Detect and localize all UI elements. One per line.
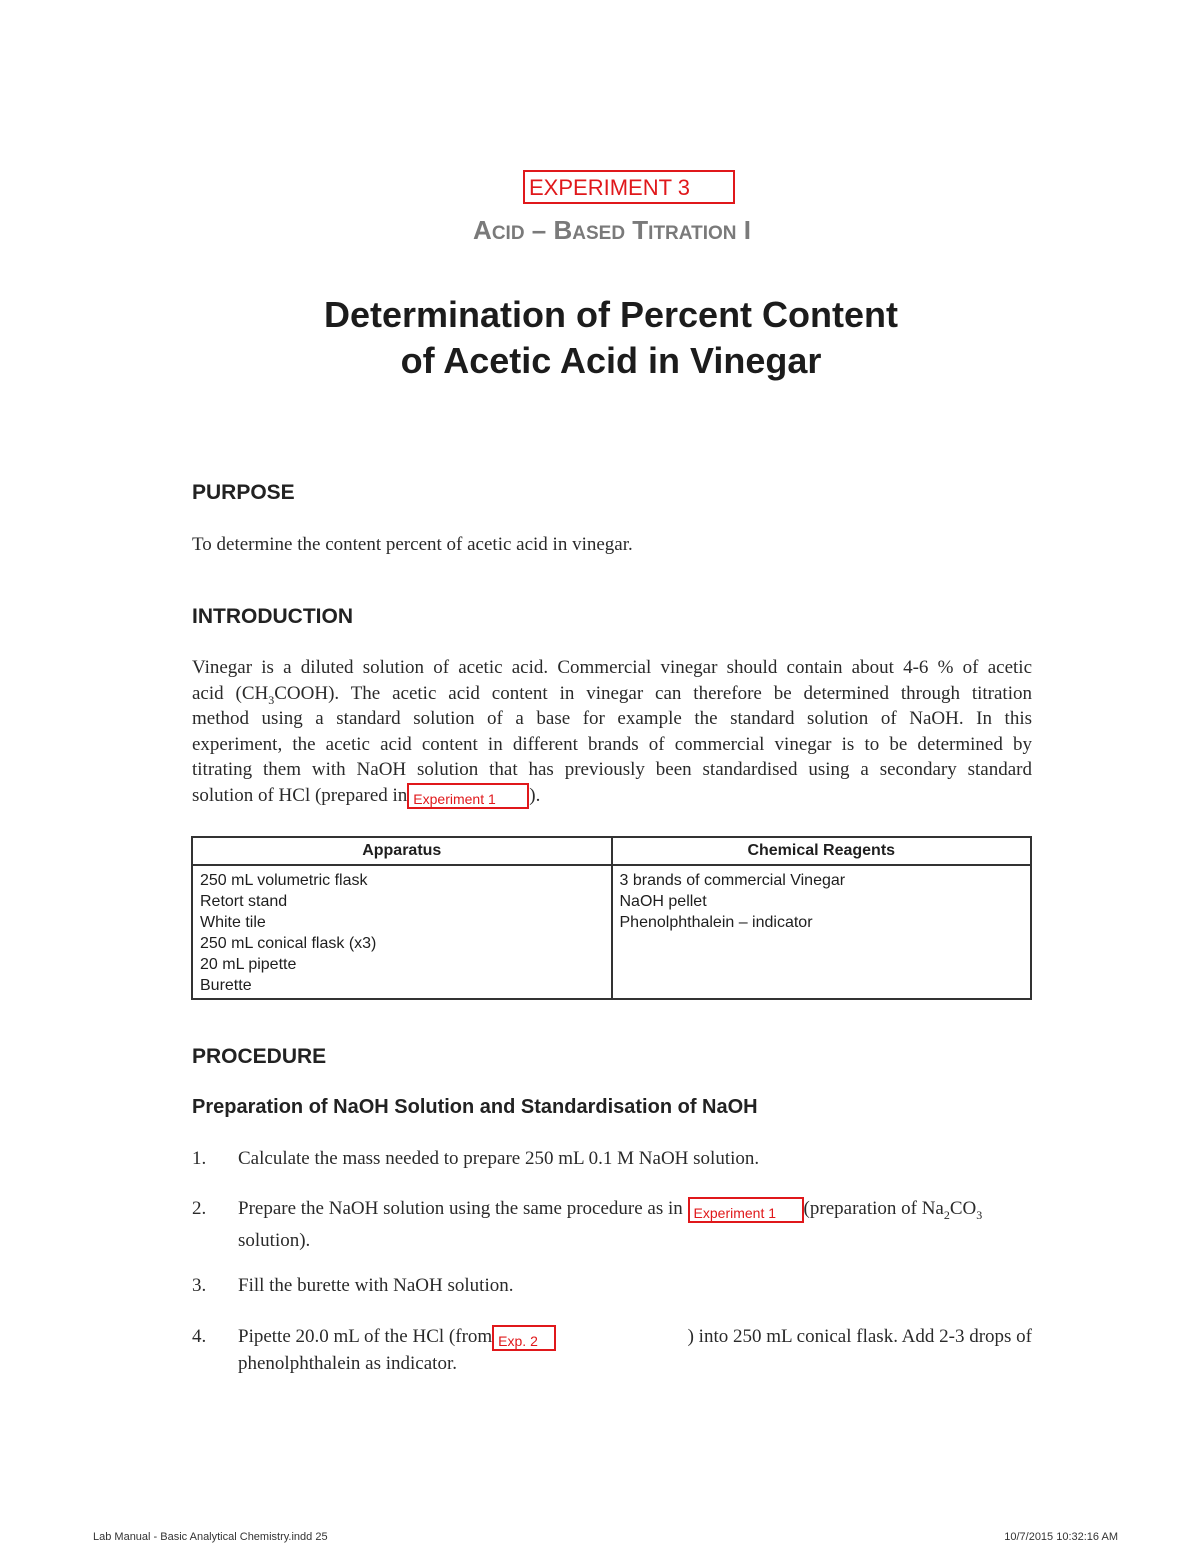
apparatus-item: Retort stand: [200, 893, 288, 910]
footer-timestamp: 10/7/2015 10:32:16 AM: [1004, 1531, 1118, 1543]
purpose-heading: PURPOSE: [192, 481, 295, 504]
intro-text: ).: [529, 784, 541, 806]
subscript: 3: [268, 692, 275, 707]
step-line: [238, 1324, 1032, 1351]
subtitle-part: –: [524, 215, 554, 245]
intro-text: solution of HCl (prepared in: [192, 784, 408, 806]
step-text: [238, 1324, 1032, 1376]
intro-line: [192, 681, 1032, 707]
table-row: [192, 865, 1031, 999]
reagents-header: Chemical Reagents: [612, 837, 1032, 865]
step-fragment: ) into 250 mL conical flask. Add 2-3 drops of: [687, 1326, 1032, 1347]
experiment-reference-box: Experiment 1: [688, 1197, 804, 1223]
title-line-1: Determination of Percent Content: [323, 294, 899, 335]
reagents-cell: [612, 865, 1032, 999]
intro-line: method using a standard solution of a base for example the standard solution of NaOH. In this: [192, 708, 1032, 729]
step-text: [238, 1196, 1032, 1254]
step-fragment: (preparation of Na: [803, 1198, 944, 1219]
reagent-item: Phenolphthalein – indicator: [619, 914, 813, 931]
intro-text: acid (CH: [192, 682, 269, 704]
experiment-number-box: EXPERIMENT 3: [523, 170, 735, 204]
subtitle-part: ITRATION: [648, 223, 737, 244]
step-segment: [238, 1324, 556, 1351]
step-number: 4.: [192, 1326, 207, 1347]
procedure-heading: PROCEDURE: [192, 1045, 327, 1068]
step-fragment: CO: [949, 1198, 977, 1219]
title-line-2: of Acetic Acid in Vinegar: [400, 340, 822, 381]
intro-line: Vinegar is a diluted solution of acetic acid. Commercial vinegar should contain about 4-6 % of acetic: [192, 657, 1032, 678]
reagent-item: 3 brands of commercial Vinegar: [619, 872, 846, 889]
step-line: [238, 1196, 1032, 1228]
table-header-row: [192, 837, 1031, 865]
apparatus-item: 20 mL pipette: [200, 956, 297, 973]
apparatus-cell: [192, 865, 612, 999]
step-fragment: Pipette 20.0 mL of the HCl (from: [238, 1326, 493, 1347]
apparatus-item: White tile: [200, 914, 266, 931]
apparatus-header: Apparatus: [192, 837, 612, 865]
footer-file-info: Lab Manual - Basic Analytical Chemistry.indd 25: [93, 1531, 328, 1543]
step-line: solution).: [238, 1230, 311, 1252]
subtitle-part: CID: [491, 223, 525, 244]
procedure-subheading: Preparation of NaOH Solution and Standardisation of NaOH: [192, 1096, 758, 1118]
procedure-step: [192, 1273, 1032, 1299]
intro-text: COOH). The acetic acid content in vinegar can therefore be determined through titration: [274, 682, 1032, 704]
intro-line: [192, 783, 1032, 809]
step-fragment: Prepare the NaOH solution using the same procedure as in: [238, 1198, 683, 1219]
experiment-reference-box: Experiment 1: [407, 783, 529, 809]
introduction-paragraph: [192, 655, 1032, 808]
subtitle-part: I: [736, 215, 751, 245]
apparatus-item: 250 mL volumetric flask: [200, 872, 368, 889]
subtitle-part: A: [473, 215, 492, 245]
apparatus-item: 250 mL conical flask (x3): [200, 935, 377, 952]
materials-table: [191, 836, 1032, 1000]
intro-line: titrating them with NaOH solution that has previously been standardised using a secondary standard: [192, 759, 1032, 780]
introduction-heading: INTRODUCTION: [192, 605, 353, 628]
reagent-item: NaOH pellet: [619, 893, 707, 910]
step-number: 1.: [192, 1148, 207, 1169]
subscript: 2: [943, 1207, 950, 1222]
step-number: 3.: [192, 1275, 207, 1296]
step-text: Calculate the mass needed to prepare 250 mL 0.1 M NaOH solution.: [238, 1148, 760, 1169]
subtitle-part: ASED: [572, 223, 626, 244]
subscript: 3: [976, 1207, 983, 1222]
apparatus-item: Burette: [200, 977, 252, 994]
experiment-reference-box: Exp. 2: [492, 1325, 556, 1351]
procedure-step: [192, 1146, 1032, 1172]
experiment-subtitle: [0, 215, 1200, 246]
intro-line: experiment, the acetic acid content in different brands of commercial vinegar is to be determined by: [192, 733, 1032, 755]
procedure-step: [192, 1196, 1032, 1252]
subtitle-part: B: [553, 215, 573, 245]
purpose-text: To determine the content percent of acetic acid in vinegar.: [192, 534, 633, 555]
step-text: Fill the burette with NaOH solution.: [238, 1275, 514, 1296]
page-title: [0, 292, 1200, 384]
step-line: phenolphthalein as indicator.: [238, 1352, 457, 1374]
step-number: 2.: [192, 1198, 207, 1219]
subtitle-part: T: [625, 215, 649, 245]
procedure-step: [192, 1324, 1032, 1376]
